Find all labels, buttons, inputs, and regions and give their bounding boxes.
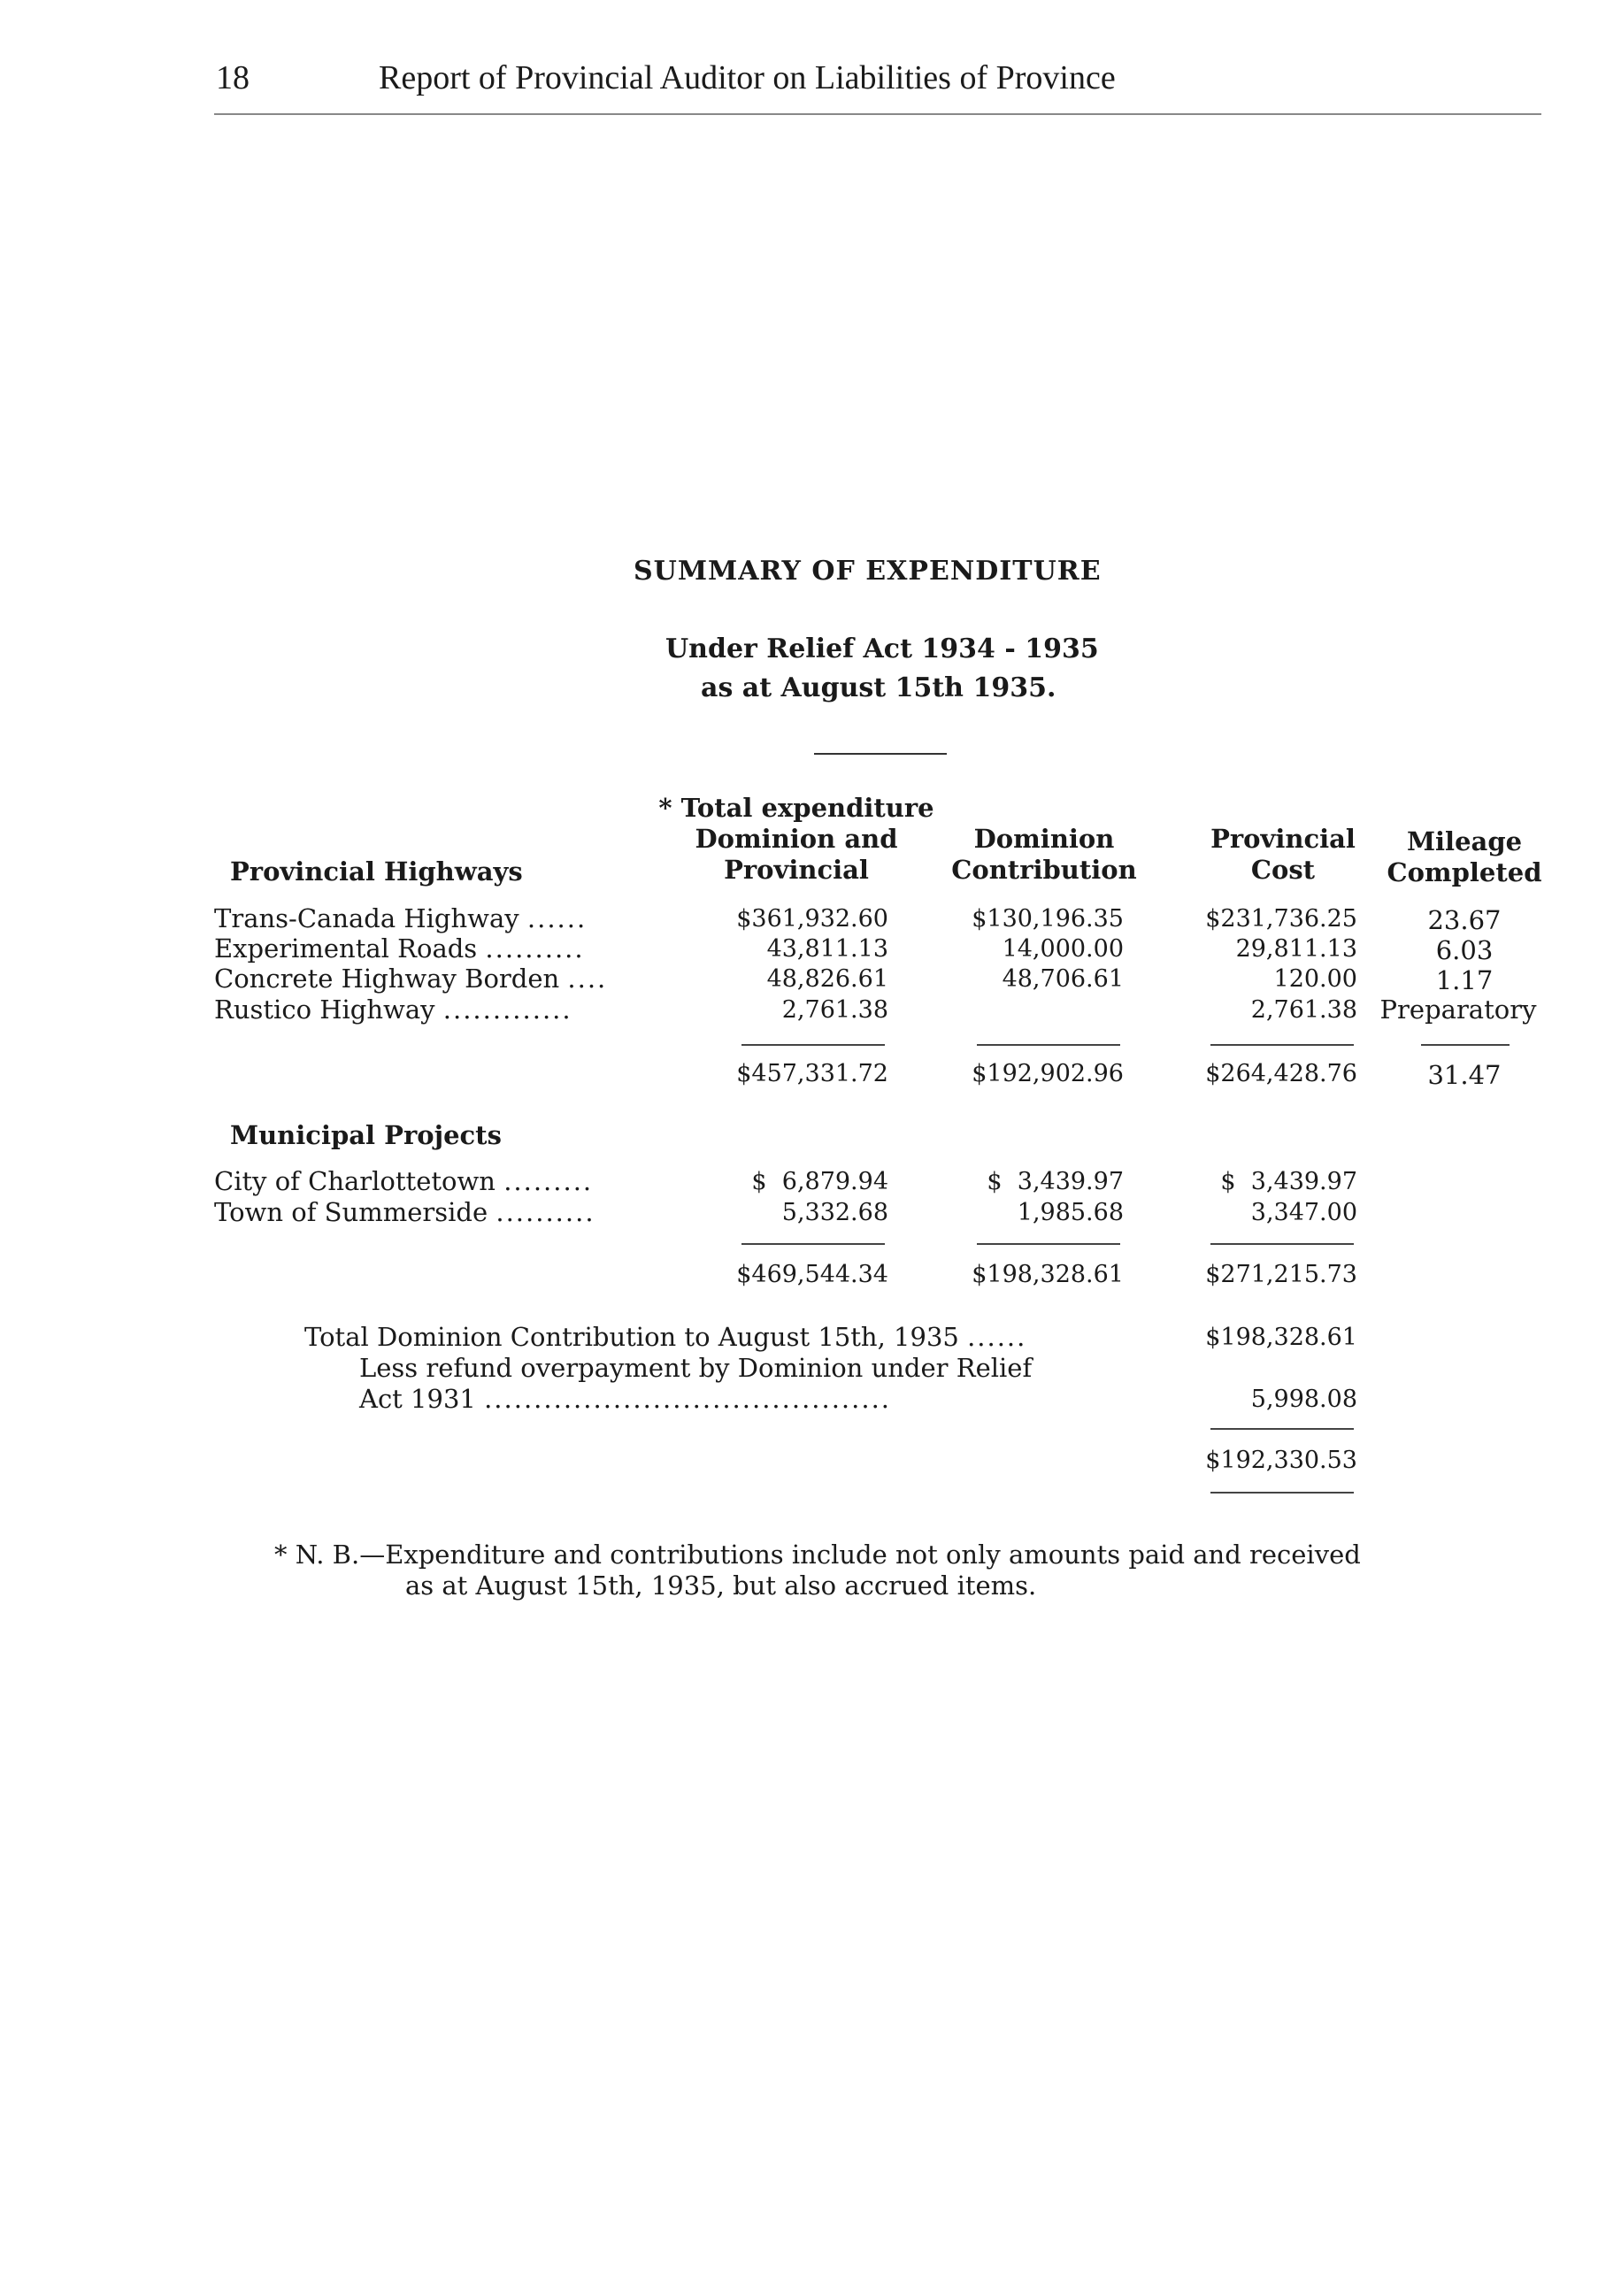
summary-subtitle-1: Under Relief Act 1934 - 1935 [665,634,1099,664]
page-number: 18 [216,59,250,96]
header-rule [214,113,1541,115]
cell-total: $361,932.60 [736,905,888,933]
subtotal-rule [1421,1044,1510,1046]
col-mileage-line2: Completed [1387,857,1542,887]
section-heading-highways: Provincial Highways [230,856,523,887]
cell-dominion: 1,985.68 [1017,1199,1124,1226]
reconciliation-net: $192,330.53 [1205,1447,1357,1474]
summary-title: SUMMARY OF EXPENDITURE [634,556,1102,587]
col-mileage-header [1376,826,1553,888]
cell-provincial: $231,736.25 [1205,905,1357,933]
subtotal-rule [741,1044,885,1046]
title-divider [814,753,947,755]
cell-total: $ 6,879.94 [751,1168,888,1195]
cell-dominion: $ 3,439.97 [987,1168,1124,1195]
reconciliation-refund: 5,998.08 [1250,1386,1357,1413]
total-rule [741,1243,885,1245]
subtotal-mileage: 31.47 [1427,1060,1502,1090]
cell-dominion: $130,196.35 [972,905,1124,933]
row-label: Rustico Highway ............. [214,994,572,1025]
cell-mileage: 23.67 [1427,905,1502,935]
col-dominion-line2: Contribution [951,855,1137,885]
cell-total: 2,761.38 [781,996,888,1024]
net-double-rule [1210,1492,1354,1494]
grand-total-dominion: $198,328.61 [972,1261,1124,1288]
grand-total-provincial: $271,215.73 [1205,1261,1357,1288]
cell-provincial: $ 3,439.97 [1220,1168,1357,1195]
col-dominion-line1: Dominion [973,824,1115,854]
cell-dominion: 14,000.00 [1002,935,1124,963]
net-rule [1210,1428,1354,1430]
subtotal-rule [1210,1044,1354,1046]
cell-mileage: 1.17 [1435,965,1494,995]
col-total-header [637,793,956,886]
subtotal-dominion: $192,902.96 [972,1060,1124,1087]
running-title: Report of Provincial Auditor on Liabilities of Province [379,59,1116,96]
cell-mileage: 6.03 [1435,935,1494,965]
reconciliation-line-1: Total Dominion Contribution to August 15th, 1935 ...... [304,1322,1027,1352]
subtotal-rule [977,1044,1120,1046]
reconciliation-total-contribution: $198,328.61 [1205,1324,1357,1351]
col-total-line3: Provincial [724,855,869,885]
cell-provincial: 120.00 [1273,965,1357,993]
col-total-line1: * Total expenditure [658,793,934,823]
row-label: Town of Summerside .......... [214,1197,595,1227]
footnote-line-1: * N. B.—Expenditure and contributions include not only amounts paid and received [274,1540,1361,1570]
cell-total: 43,811.13 [766,935,888,963]
cell-provincial: 3,347.00 [1250,1199,1357,1226]
section-heading-municipal: Municipal Projects [230,1120,502,1150]
total-rule [977,1243,1120,1245]
cell-provincial: 29,811.13 [1235,935,1357,963]
col-dominion-header [938,824,1150,886]
col-total-line2: Dominion and [695,824,898,854]
footnote-line-2: as at August 15th, 1935, but also accrued items. [405,1570,1037,1601]
reconciliation-line-2: Less refund overpayment by Dominion under Relief [359,1353,1033,1383]
cell-mileage: Preparatory [1379,994,1537,1025]
cell-dominion: 48,706.61 [1002,965,1124,993]
row-label: Trans-Canada Highway ...... [214,903,588,933]
row-label: Concrete Highway Borden .... [214,964,608,994]
subtotal-provincial: $264,428.76 [1205,1060,1357,1087]
cell-provincial: 2,761.38 [1250,996,1357,1024]
reconciliation-line-3: Act 1931 ......................................... [359,1384,892,1414]
subtotal-total: $457,331.72 [736,1060,888,1087]
summary-subtitle-2: as at August 15th 1935. [701,672,1056,703]
col-provincial-header [1186,824,1380,886]
col-provincial-line1: Provincial [1210,824,1356,854]
cell-total: 48,826.61 [766,965,888,993]
total-rule [1210,1243,1354,1245]
row-label: City of Charlottetown ......... [214,1166,594,1196]
cell-total: 5,332.68 [781,1199,888,1226]
row-label: Experimental Roads .......... [214,933,585,964]
col-mileage-line1: Mileage [1406,826,1523,856]
grand-total-total: $469,544.34 [736,1261,888,1288]
col-provincial-line2: Cost [1250,855,1316,885]
